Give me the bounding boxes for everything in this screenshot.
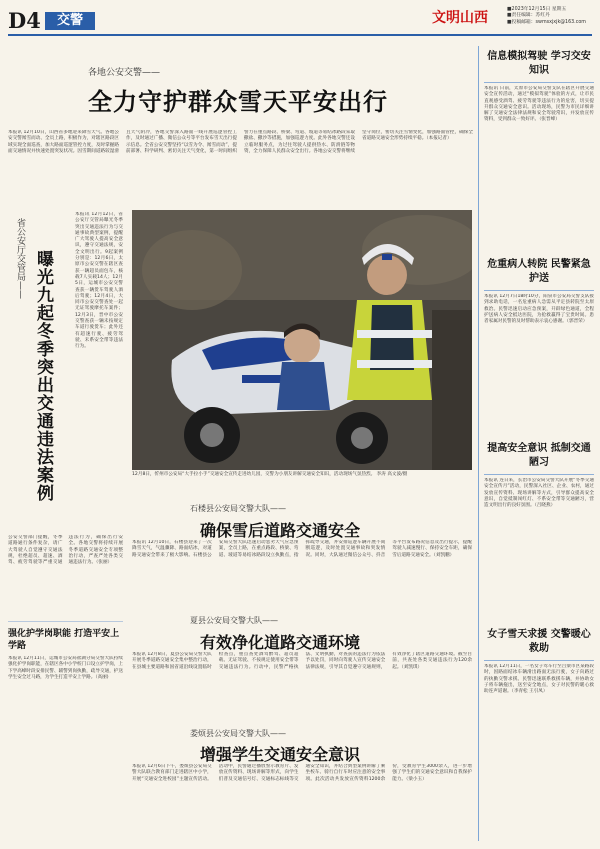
issue-editor: ■责任编辑：苏红丹 [507, 13, 550, 19]
sidebar-body-3: 本报讯 连日来，长治市公安局交警大队开展“冬季交通安全宣传月”活动，民警深入社区、企业、农村，通过发放宣传资料、现场讲解等方式，引导群众提高安全意识，自觉抵制闯红灯、不系安全带等交通陋习，营造文明出行的良好氛围。（吕晓燕） [484, 478, 594, 509]
xiaxian-kicker: 夏县公安局交警大队—— [190, 616, 278, 625]
feature-headline: 曝光九起冬季突出交通违法案例 [33, 250, 53, 502]
photo-caption: 12月8日，忻州市公安局“大手拉小手”交通安全宣传走进幼儿园，交警为小朋友讲解交通安全知识，活动现场气氛热烈。 李涛 高文波/摄 [132, 472, 408, 477]
issue-date: ■2023年12月15日 星期五 [507, 7, 567, 12]
sidebar-headline-3: 提高安全意识 抵制交通陋习 [487, 443, 591, 468]
sidebar-divider [484, 660, 594, 661]
study-body: 本报讯 12月11日，运城市公安局盐湖分局交警大队持续强化护学岗职能，在辖区各中小学校门口设立护学岗，上下学高峰时段安排民警、辅警到岗执勤，疏导交通，护送学生安全过马路，为学生打造平安上学路。（高丽) [8, 656, 123, 680]
sidebar-headline-2: 危重病人转院 民警紧急护送 [487, 259, 591, 284]
section-tag: 交警 [45, 12, 95, 30]
sidebar-divider [484, 474, 594, 475]
sidebar-divider [484, 290, 594, 291]
sidebar-headline-1: 信息模拟驾驶 学习交安知识 [487, 51, 591, 76]
masthead-rule [8, 34, 592, 36]
page-number: D4 [8, 8, 41, 33]
police-motorcycle-photo [132, 210, 472, 470]
loufan-body: 本报讯 12月6日下午，娄烦县公安局交警大队联合教育部门走进辖区中小学，开展“交通安全进校园”主题宣传活动。活动中，民警通过播放警示教育片、发放宣传资料、现场讲解等形式，向学生们普及交通信号灯、交通标志标线等交通安全知识，并结合典型案例讲解了乘坐校车、骑行自行车时应注意的安全事项。此次活动共发放宣传资料1200余份，受教育学生3000余人，进一步增强了学生们的交通安全意识和自我保护能力。（梁小玉） [132, 764, 472, 782]
shilou-body: 本报讯 12月10日，石楼县迎来了一次降雪天气，气温骤降、路面结冰，对道路交通安全带来了极大影响。石楼县公安局交警大队迅速启动恶劣天气应急预案，全员上路，在重点路段、桥梁、弯道、坡道等易结冰路段设立执勤点，指挥疏导交通，并安排巡逻车辆开展不间断巡逻，及时处置交通事故和突发情况。同时，大队通过微信公众号、抖音等平台发布路况信息及出行提示，提醒驾驶人减速慢行、保持安全车距，确保雪后道路交通安全。（刘凯鹏） [132, 540, 472, 558]
lead-headline: 全力守护群众雪天平安出行 [88, 87, 388, 116]
shilou-headline: 确保雪后道路交通安全 [200, 521, 361, 540]
xiaxian-body: 本报讯 12月8日，夏县公安局交警大队开展冬季道路交通安全集中整治行动，在县城主要道路和国省道沿线设置临时检查点，重点查处酒驾醉驾、超员超载、无证驾驶、不按规定使用安全带等交通违法行为。行动中，民警严格执法、文明执勤，对查获的违法行为依法予以处罚，同时向驾驶人宣传交通安全法律法规，引导其自觉遵守交通规则，有效净化了辖区道路交通环境。截至目前，共查处各类交通违法行为120余起。（刘凯琪） [132, 652, 472, 670]
section-divider [8, 621, 123, 622]
column-rule [478, 46, 479, 841]
xiaxian-headline: 有效净化道路交通环境 [200, 633, 361, 652]
lead-article-body: 本报讯 12月10日，山西省多地迎来降雪天气。各地公安交警闻雪而动、全员上路，积极作为，对辖区路段区域实现全面巡查，加大路面巡逻管控力度，及时掌握路面交通情况并快速处置突发状况。因雪期间道路较湿滑且天气阴冷，各地交警深入路面一线开展巡逻管控工作，及时通过广播、微信公众号等平台发布雪天出行提示信息。全省公安交警坚持“以雪为令、闻雪而动”，提前部署、科学研判、密切关注天气变化，第一时间组织警力在重点路段、桥梁、弯道、坡道等易结冰路段采取撒盐、撒沙等措施，加强巡逻力度。此外各地交警还设立临时服务点，为过往驾驶人提供热水、防滑链等物资，全力保障人民群众安全出行。各地公安交警将继续坚守岗位，密切关注雪情变化，加强路面管控，确保全省道路交通安全形势持续平稳。（本报记者） [8, 130, 473, 154]
feature-body-bottom: 公安交警部门提醒，冬季道路通行条件复杂，请广大驾驶人自觉遵守交通法规，杜绝超员、超速、酒驾、疲劳驾驶等严重交通违法行为，确保出行安全。各地交警将持续开展冬季道路交通安全专项整治行动，严查严处各类交通违法行为。（张丽） [8, 535, 123, 566]
sidebar-body-4: 本报讯 12月11日，一名女子驾车行至吕梁市区某路段时，因路面结冰车辆滑出路面无法行驶，女子向路过的执勤交警求援。民警迅速联系救援车辆，并协助女子将车辆拖出，送至安全地点，女子对民警的暖心救助连声道谢。（李青松 王引凤） [484, 664, 594, 695]
issue-meta [507, 7, 586, 26]
news-photo [132, 210, 472, 470]
study-headline: 强化护学岗职能 打造平安上学路 [8, 629, 120, 651]
loufan-kicker: 娄烦县公安局交警大队—— [190, 729, 286, 738]
sidebar-body-2: 本报讯 12月7日18时10分，阳泉市公安局交警支队接到求助电话，一名危重病人急需从平定县转院至太原救治。民警迅速启动应急预案，开辟绿色通道，全程护送病人安全抵达医院，为抢救赢得了宝贵时间。患者家属对民警的及时帮助表示衷心感谢。（郭晋荣） [484, 294, 594, 325]
sidebar-headline-4: 女子雪天求援 交警暖心救助 [487, 629, 591, 654]
issue-email: ■投稿邮箱：swmsxjxjk@163.com [507, 19, 586, 25]
lead-kicker: 各地公安交警—— [88, 68, 161, 78]
feature-body-top: 本报讯 12月12日，省公安厅交管局曝光冬季突出交通违法行为与交通事故典型案例，提醒广大驾驶人提高安全意识，遵守交通法规，安全文明出行。9起案例分别是：12月6日，太原市公安交警在辖区查获一辆超员面包车，核载7人实载14人；12月5日，运城市公安交警查获一辆货车驾驶人酒后驾驶；12月4日，大同市公安交警查处一起无证驾驶摩托车案件；12月3日，晋中市公安交警查获一辆未按规定车道行驶货车；此外还有超速行驶、疲劳驾驶、未系安全带等违法行为。 [75, 212, 123, 350]
feature-kicker: 省公安厅交管局—— [15, 218, 25, 299]
sidebar-divider [484, 82, 594, 83]
loufan-headline: 增强学生交通安全意识 [200, 745, 361, 764]
newspaper-logo: 文明山西 [432, 10, 488, 26]
shilou-kicker: 石楼县公安局交警大队—— [190, 504, 286, 513]
sidebar-body-1: 本报讯 日前，太原市公安局交警支队在辖区开展交通安全宣传活动，通过“模拟驾驶”体验的方式，让市民直观感受酒驾、疲劳驾驶等违法行为的危害，切实提升群众交通安全意识。活动现场，民警为市民详细讲解了交通安全法律法规和安全驾驶常识，并发放宣传资料，受到群众一致好评。（张晋峰） [484, 86, 594, 123]
